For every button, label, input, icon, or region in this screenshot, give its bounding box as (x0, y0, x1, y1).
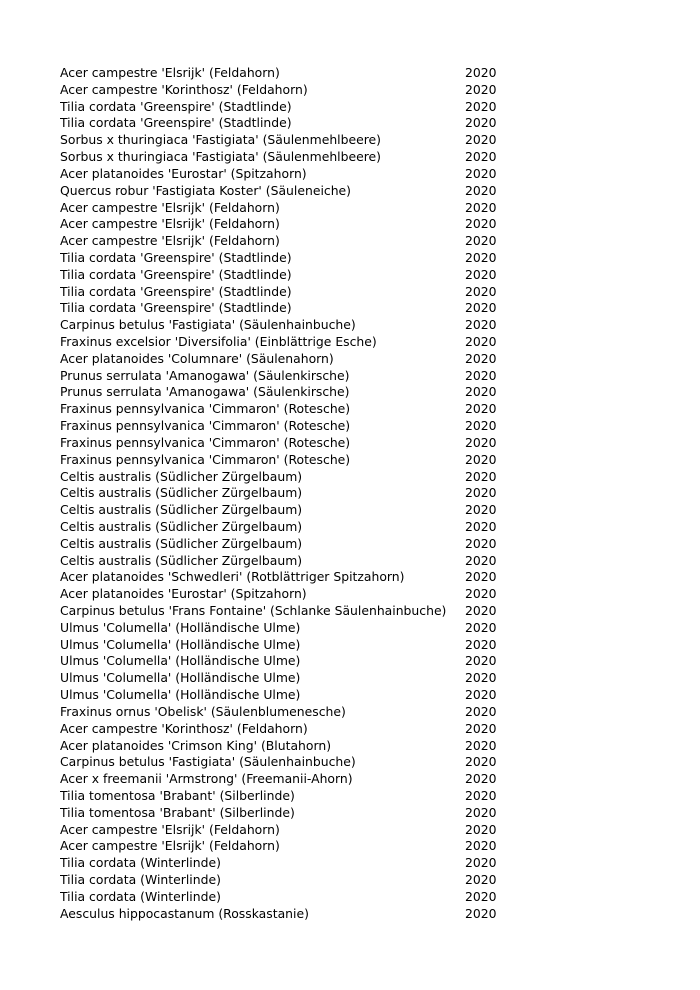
table-row (60, 149, 500, 166)
table-row (60, 721, 500, 738)
table-row (60, 132, 500, 149)
table-row (60, 687, 500, 704)
tree-species-cell: Aesculus hippocastanum (Rosskastanie) (60, 905, 309, 921)
tree-species-cell: Fraxinus pennsylvanica 'Cimmaron' (Rotesche) (60, 401, 351, 417)
table-row (60, 670, 500, 687)
planting-year-cell: 2020 (465, 754, 497, 770)
planting-year-cell: 2020 (465, 653, 497, 669)
tree-species-cell: Tilia cordata 'Greenspire' (Stadtlinde) (60, 115, 292, 131)
planting-year-cell: 2020 (465, 569, 497, 585)
planting-year-cell: 2020 (465, 216, 497, 232)
tree-species-cell: Acer platanoides 'Eurostar' (Spitzahorn) (60, 586, 307, 602)
planting-year-cell: 2020 (465, 199, 497, 215)
tree-species-cell: Prunus serrulata 'Amanogawa' (Säulenkirsche) (60, 367, 350, 383)
tree-species-cell: Acer campestre 'Korinthosz' (Feldahorn) (60, 720, 308, 736)
table-row (60, 99, 500, 116)
tree-species-cell: Acer campestre 'Elsrijk' (Feldahorn) (60, 233, 280, 249)
planting-year-cell: 2020 (465, 132, 497, 148)
tree-species-cell: Acer platanoides 'Eurostar' (Spitzahorn) (60, 165, 307, 181)
planting-year-cell: 2020 (465, 872, 497, 887)
planting-year-cell: 2020 (465, 619, 497, 635)
table-row (60, 384, 500, 401)
planting-year-cell: 2020 (465, 855, 497, 871)
tree-species-cell: Sorbus x thuringiaca 'Fastigiata' (Säulenmehlbeere) (60, 132, 382, 148)
planting-year-cell: 2020 (465, 838, 497, 854)
table-row (60, 469, 500, 486)
table-row (60, 519, 500, 536)
tree-species-cell: Acer platanoides 'Schwedleri' (Rotblättriger Spitzahorn) (60, 569, 405, 585)
planting-year-cell: 2020 (465, 334, 497, 349)
tree-species-cell: Carpinus betulus 'Fastigiata' (Säulenhainbuche) (60, 754, 356, 770)
table-row (60, 401, 500, 418)
tree-species-cell: Fraxinus pennsylvanica 'Cimmaron' (Rotesche) (60, 434, 351, 450)
planting-year-cell: 2020 (465, 552, 497, 568)
planting-year-cell: 2020 (465, 434, 497, 450)
planting-year-cell: 2020 (465, 350, 497, 366)
tree-species-cell: Celtis australis (Südlicher Zürgelbaum) (60, 552, 303, 568)
planting-year-cell: 2020 (465, 787, 497, 803)
tree-species-cell: Tilia cordata (Winterlinde) (60, 872, 221, 887)
table-row (60, 704, 500, 721)
tree-species-cell: Tilia tomentosa 'Brabant' (Silberlinde) (60, 804, 295, 820)
tree-species-cell: Tilia cordata (Winterlinde) (60, 855, 221, 871)
tree-species-cell: Quercus robur 'Fastigiata Koster' (Säuleneiche) (60, 182, 352, 198)
planting-year-cell: 2020 (465, 249, 497, 265)
tree-species-cell: Celtis australis (Südlicher Zürgelbaum) (60, 518, 303, 534)
planting-year-cell: 2020 (465, 451, 497, 467)
table-row (60, 838, 500, 855)
table-row (60, 435, 500, 452)
planting-year-cell: 2020 (465, 115, 497, 131)
planting-year-cell: 2020 (465, 804, 497, 820)
planting-year-cell: 2020 (465, 535, 497, 551)
table-row (60, 653, 500, 670)
tree-species-cell: Ulmus 'Columella' (Holländische Ulme) (60, 670, 301, 686)
planting-year-cell: 2020 (465, 300, 497, 316)
tree-species-cell: Carpinus betulus 'Frans Fontaine' (Schlanke Säulenhainbuche) (60, 603, 447, 618)
planting-year-cell: 2020 (465, 98, 497, 114)
planting-year-cell: 2020 (465, 518, 497, 534)
planting-year-cell: 2020 (465, 586, 497, 602)
tree-species-cell: Acer campestre 'Elsrijk' (Feldahorn) (60, 838, 280, 854)
planting-year-cell: 2020 (465, 317, 497, 333)
tree-species-cell: Tilia tomentosa 'Brabant' (Silberlinde) (60, 787, 295, 803)
table-row (60, 889, 500, 906)
planting-year-cell: 2020 (465, 283, 497, 299)
table-row (60, 452, 500, 469)
tree-species-cell: Acer platanoides 'Crimson King' (Blutahorn) (60, 737, 332, 753)
table-row (60, 906, 500, 923)
planting-year-cell: 2020 (465, 771, 497, 787)
planting-year-cell: 2020 (465, 468, 497, 484)
table-row (60, 603, 500, 620)
tree-species-cell: Celtis australis (Südlicher Zürgelbaum) (60, 502, 303, 518)
table-row (60, 620, 500, 637)
table-row (60, 267, 500, 284)
table-row (60, 872, 500, 889)
tree-species-cell: Acer platanoides 'Columnare' (Säulenahorn) (60, 350, 334, 366)
tree-species-cell: Tilia cordata 'Greenspire' (Stadtlinde) (60, 283, 292, 299)
tree-species-cell: Ulmus 'Columella' (Holländische Ulme) (60, 636, 301, 652)
tree-species-cell: Carpinus betulus 'Fastigiata' (Säulenhainbuche) (60, 317, 356, 333)
table-row (60, 65, 500, 82)
planting-year-cell: 2020 (465, 905, 497, 921)
planting-year-cell: 2020 (465, 821, 497, 837)
table-row (60, 502, 500, 519)
table-row (60, 738, 500, 755)
tree-species-cell: Fraxinus pennsylvanica 'Cimmaron' (Rotesche) (60, 451, 351, 467)
tree-species-cell: Ulmus 'Columella' (Holländische Ulme) (60, 653, 301, 669)
table-row (60, 754, 500, 771)
planting-year-cell: 2020 (465, 603, 497, 618)
planting-year-cell: 2020 (465, 720, 497, 736)
tree-species-cell: Celtis australis (Südlicher Zürgelbaum) (60, 468, 303, 484)
tree-species-cell: Ulmus 'Columella' (Holländische Ulme) (60, 619, 301, 635)
tree-species-cell: Acer x freemanii 'Armstrong' (Freemanii-Ahorn) (60, 771, 353, 787)
table-row (60, 233, 500, 250)
table-row (60, 334, 500, 351)
table-row (60, 637, 500, 654)
planting-year-cell: 2020 (465, 384, 497, 400)
planting-year-cell: 2020 (465, 485, 497, 501)
tree-species-cell: Fraxinus excelsior 'Diversifolia' (Einblättrige Esche) (60, 334, 377, 349)
tree-species-cell: Acer campestre 'Elsrijk' (Feldahorn) (60, 65, 280, 80)
table-row (60, 216, 500, 233)
table-row (60, 200, 500, 217)
tree-species-cell: Tilia cordata 'Greenspire' (Stadtlinde) (60, 266, 292, 282)
table-row (60, 351, 500, 368)
planting-year-cell: 2020 (465, 636, 497, 652)
tree-species-cell: Acer campestre 'Korinthosz' (Feldahorn) (60, 81, 308, 97)
tree-species-cell: Prunus serrulata 'Amanogawa' (Säulenkirsche) (60, 384, 350, 400)
planting-year-cell: 2020 (465, 737, 497, 753)
planting-year-cell: 2020 (465, 182, 497, 198)
table-row (60, 586, 500, 603)
table-row (60, 485, 500, 502)
table-row (60, 788, 500, 805)
tree-species-cell: Ulmus 'Columella' (Holländische Ulme) (60, 687, 301, 703)
tree-species-cell: Fraxinus ornus 'Obelisk' (Säulenblumenesche) (60, 703, 346, 719)
table-row (60, 553, 500, 570)
table-row (60, 368, 500, 385)
table-row (60, 418, 500, 435)
planting-year-cell: 2020 (465, 233, 497, 249)
table-row (60, 805, 500, 822)
table-row (60, 317, 500, 334)
table-row (60, 300, 500, 317)
tree-species-cell: Fraxinus pennsylvanica 'Cimmaron' (Rotesche) (60, 418, 351, 434)
tree-species-cell: Celtis australis (Südlicher Zürgelbaum) (60, 485, 303, 501)
table-row (60, 536, 500, 553)
planting-year-cell: 2020 (465, 65, 497, 80)
tree-species-cell: Acer campestre 'Elsrijk' (Feldahorn) (60, 216, 280, 232)
table-row (60, 183, 500, 200)
tree-species-cell: Celtis australis (Südlicher Zürgelbaum) (60, 535, 303, 551)
planting-year-cell: 2020 (465, 266, 497, 282)
table-row (60, 855, 500, 872)
table-row (60, 771, 500, 788)
table-row (60, 284, 500, 301)
planting-year-cell: 2020 (465, 401, 497, 417)
tree-species-cell: Sorbus x thuringiaca 'Fastigiata' (Säulenmehlbeere) (60, 149, 382, 165)
table-row (60, 166, 500, 183)
planting-year-cell: 2020 (465, 81, 497, 97)
table-row (60, 250, 500, 267)
tree-list-table (60, 65, 500, 922)
planting-year-cell: 2020 (465, 149, 497, 165)
tree-species-cell: Acer campestre 'Elsrijk' (Feldahorn) (60, 821, 280, 837)
tree-species-cell: Tilia cordata (Winterlinde) (60, 888, 221, 904)
table-row (60, 115, 500, 132)
planting-year-cell: 2020 (465, 367, 497, 383)
planting-year-cell: 2020 (465, 502, 497, 518)
tree-species-cell: Acer campestre 'Elsrijk' (Feldahorn) (60, 199, 280, 215)
planting-year-cell: 2020 (465, 888, 497, 904)
tree-species-cell: Tilia cordata 'Greenspire' (Stadtlinde) (60, 300, 292, 316)
planting-year-cell: 2020 (465, 687, 497, 703)
table-row (60, 822, 500, 839)
table-row (60, 82, 500, 99)
planting-year-cell: 2020 (465, 165, 497, 181)
table-row (60, 569, 500, 586)
planting-year-cell: 2020 (465, 703, 497, 719)
planting-year-cell: 2020 (465, 418, 497, 434)
tree-species-cell: Tilia cordata 'Greenspire' (Stadtlinde) (60, 249, 292, 265)
planting-year-cell: 2020 (465, 670, 497, 686)
tree-species-cell: Tilia cordata 'Greenspire' (Stadtlinde) (60, 98, 292, 114)
